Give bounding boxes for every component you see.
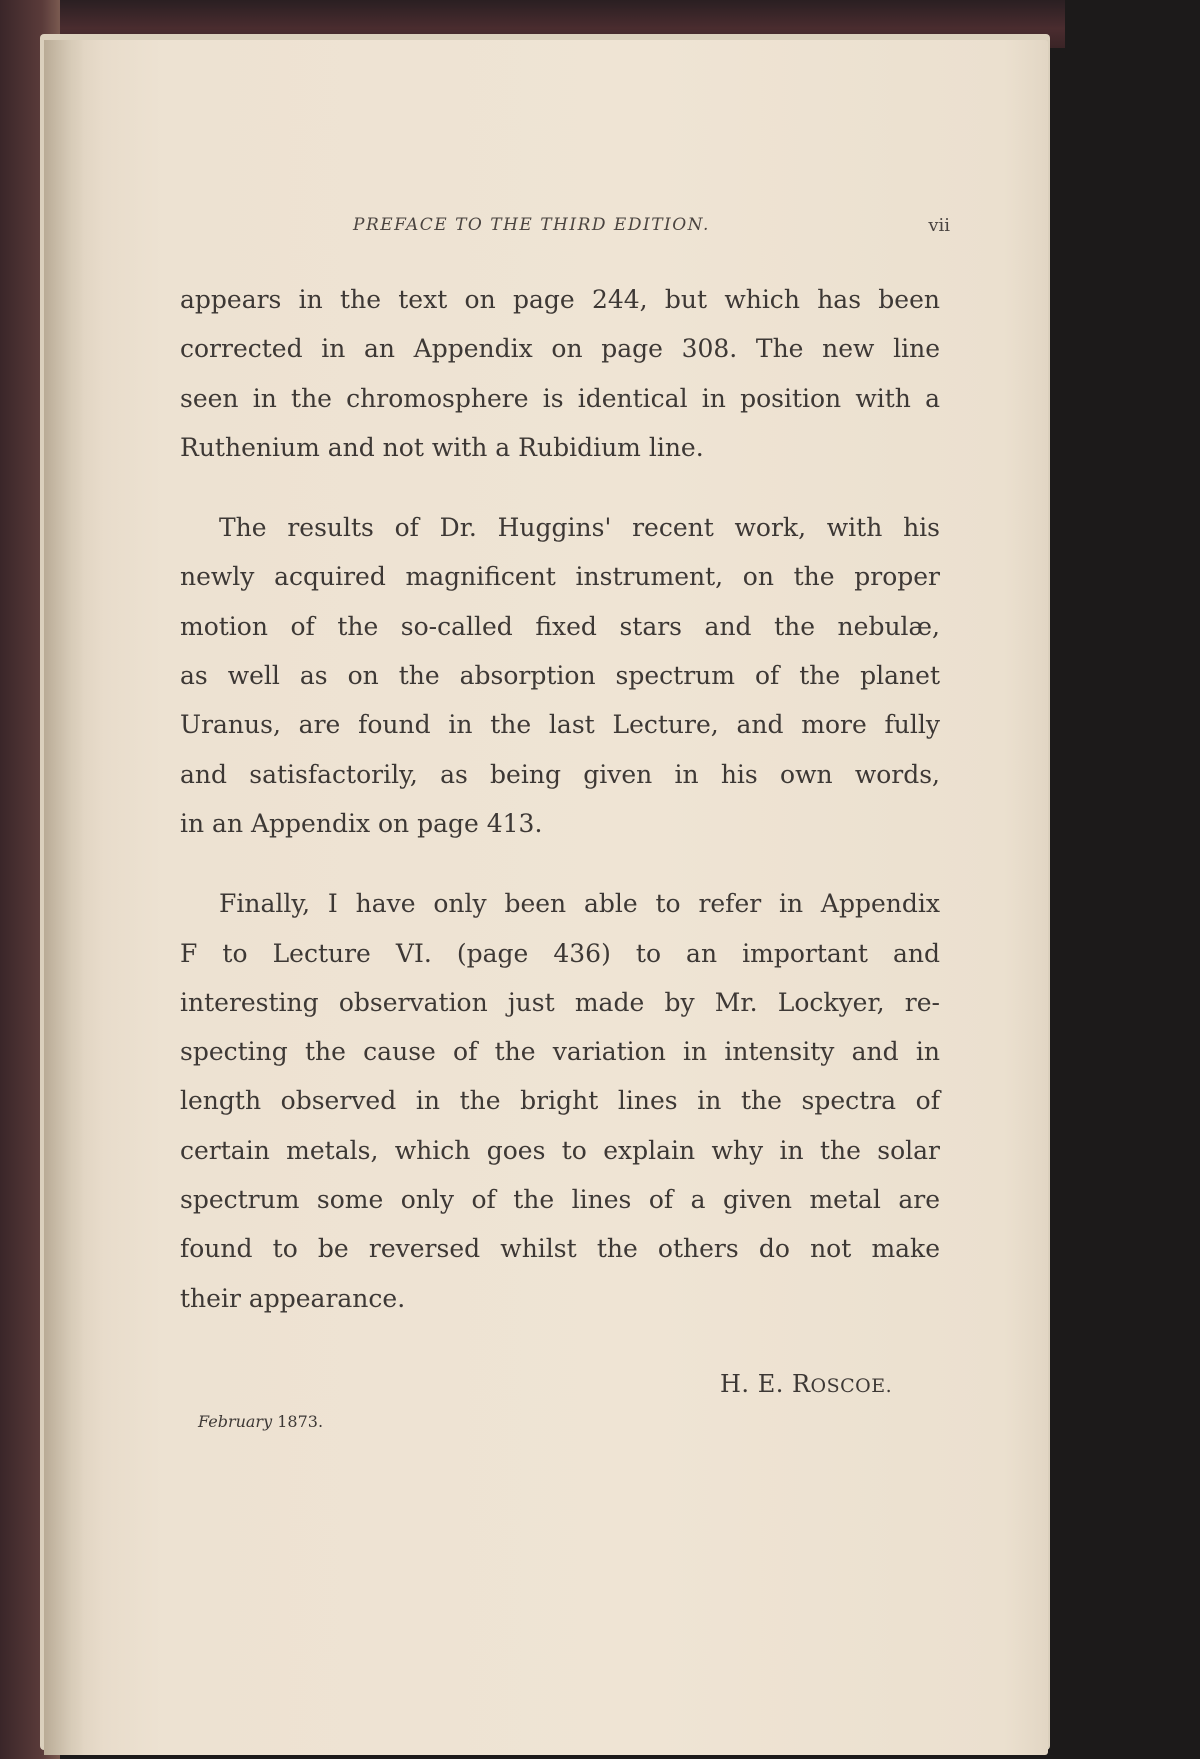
text-line: specting the cause of the variation in intensity and in [180,1037,940,1067]
page-gutter [44,40,84,1755]
text-line: Finally, I have only been able to refer in Appendix [219,889,940,919]
text-line: motion of the so-called fixed stars and the nebulæ, [180,611,940,641]
text-line: length observed in the bright lines in the spectra of [180,1086,940,1116]
page-number: vii [928,215,950,236]
signature-surname: OSCOE. [810,1375,893,1397]
text-line: appears in the text on page 244, but which has been [180,285,940,314]
text-line: their appearance. [180,1283,406,1313]
text-line: newly acquired magnificent instrument, on the proper [180,562,940,592]
text-line: in an Appendix on page 413. [180,808,543,838]
date-line [198,1412,323,1431]
text-line: corrected in an Appendix on page 308. The new line [180,334,940,364]
text-line: certain metals, which goes to explain why in the solar [180,1135,940,1165]
signature-initials: H. E. R [720,1370,811,1398]
text-line: spectrum some only of the lines of a given metal are [180,1185,940,1215]
text-line: as well as on the absorption spectrum of the planet [180,661,940,691]
text-line: and satisfactorily, as being given in his own words, [180,759,940,789]
text-line: interesting observation just made by Mr. Lockyer, re- [180,987,940,1017]
running-head-title: PREFACE TO THE THIRD EDITION. [353,215,710,235]
date-year: 1873. [277,1412,324,1431]
body-text [180,275,940,1323]
text-line: F to Lecture VI. (page 436) to an important and [180,938,940,968]
paragraph-2 [180,503,940,848]
running-head [160,215,950,245]
text-line: Uranus, are found in the last Lecture, and more fully [180,710,940,740]
signature [720,1370,892,1398]
text-line: Ruthenium and not with a Rubidium line. [180,432,704,462]
date-month: February [198,1412,273,1431]
text-line: found to be reversed whilst the others do not make [180,1234,940,1264]
text-line: seen in the chromosphere is identical in position with a [180,383,940,413]
paragraph-1 [180,275,940,472]
paragraph-3 [180,879,940,1323]
text-line: The results of Dr. Huggins' recent work, with his [219,513,940,543]
